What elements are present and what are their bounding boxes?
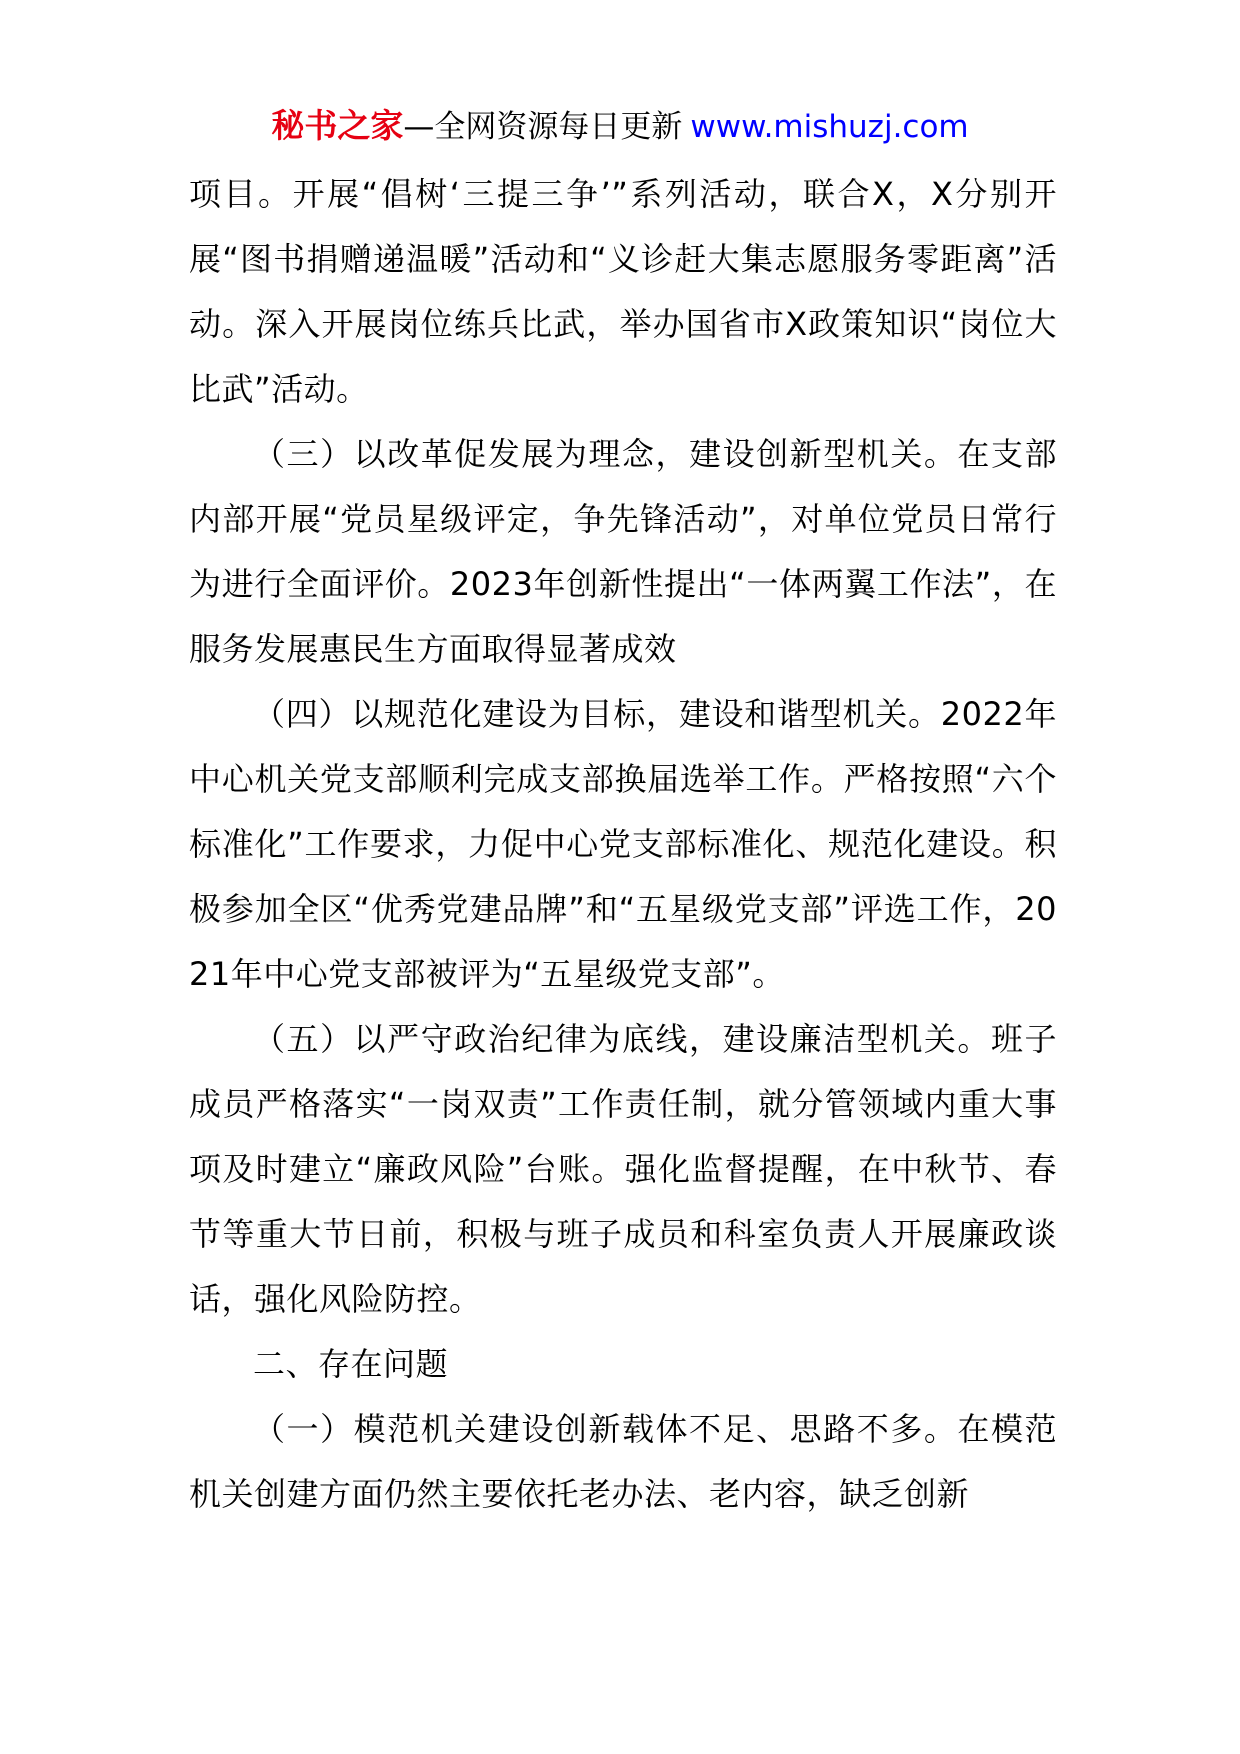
brand-name: 秘书之家 [271, 106, 404, 145]
site-header [0, 104, 1240, 149]
document-body [189, 162, 1057, 1527]
paragraph-problem-one: （一）模范机关建设创新载体不足、思路不多。在模范机关创建方面仍然主要依托老办法、老内容，缺乏创新 [189, 1410, 1057, 1513]
paragraph-section-three: （三）以改革促发展为理念，建设创新型机关。在支部内部开展“党员星级评定，争先锋活动”，对单位党员日常行为进行全面评价。2023年创新性提出“一体两翼工作法”，在服务发展惠民生方面取得显著成效 [189, 435, 1057, 668]
paragraph-continued: 项目。开展“倡树‘三提三争’”系列活动，联合X，X分别开展“图书捐赠递温暖”活动和“义诊赶大集志愿服务零距离”活动。深入开展岗位练兵比武，举办国省市X政策知识“岗位大比武”活动。 [189, 175, 1057, 408]
section-heading-problems: 二、存在问题 [253, 1345, 449, 1383]
paragraph-section-five: （五）以严守政治纪律为底线，建设廉洁型机关。班子成员严格落实“一岗双责”工作责任制，就分管领域内重大事项及时建立“廉政风险”台账。强化监督提醒，在中秋节、春节等重大节日前，积极与班子成员和科室负责人开展廉政谈话，强化风险防控。 [189, 1020, 1057, 1318]
paragraph-section-four: （四）以规范化建设为目标，建设和谐型机关。2022年中心机关党支部顺利完成支部换届选举工作。严格按照“六个标准化”工作要求，力促中心党支部标准化、规范化建设。积极参加全区“优秀党建品牌”和“五星级党支部”评选工作，2021年中心党支部被评为“五星级党支部”。 [189, 695, 1057, 993]
website-link[interactable]: www.mishuzj.com [690, 109, 969, 145]
header-slogan: —全网资源每日更新 [403, 109, 683, 145]
